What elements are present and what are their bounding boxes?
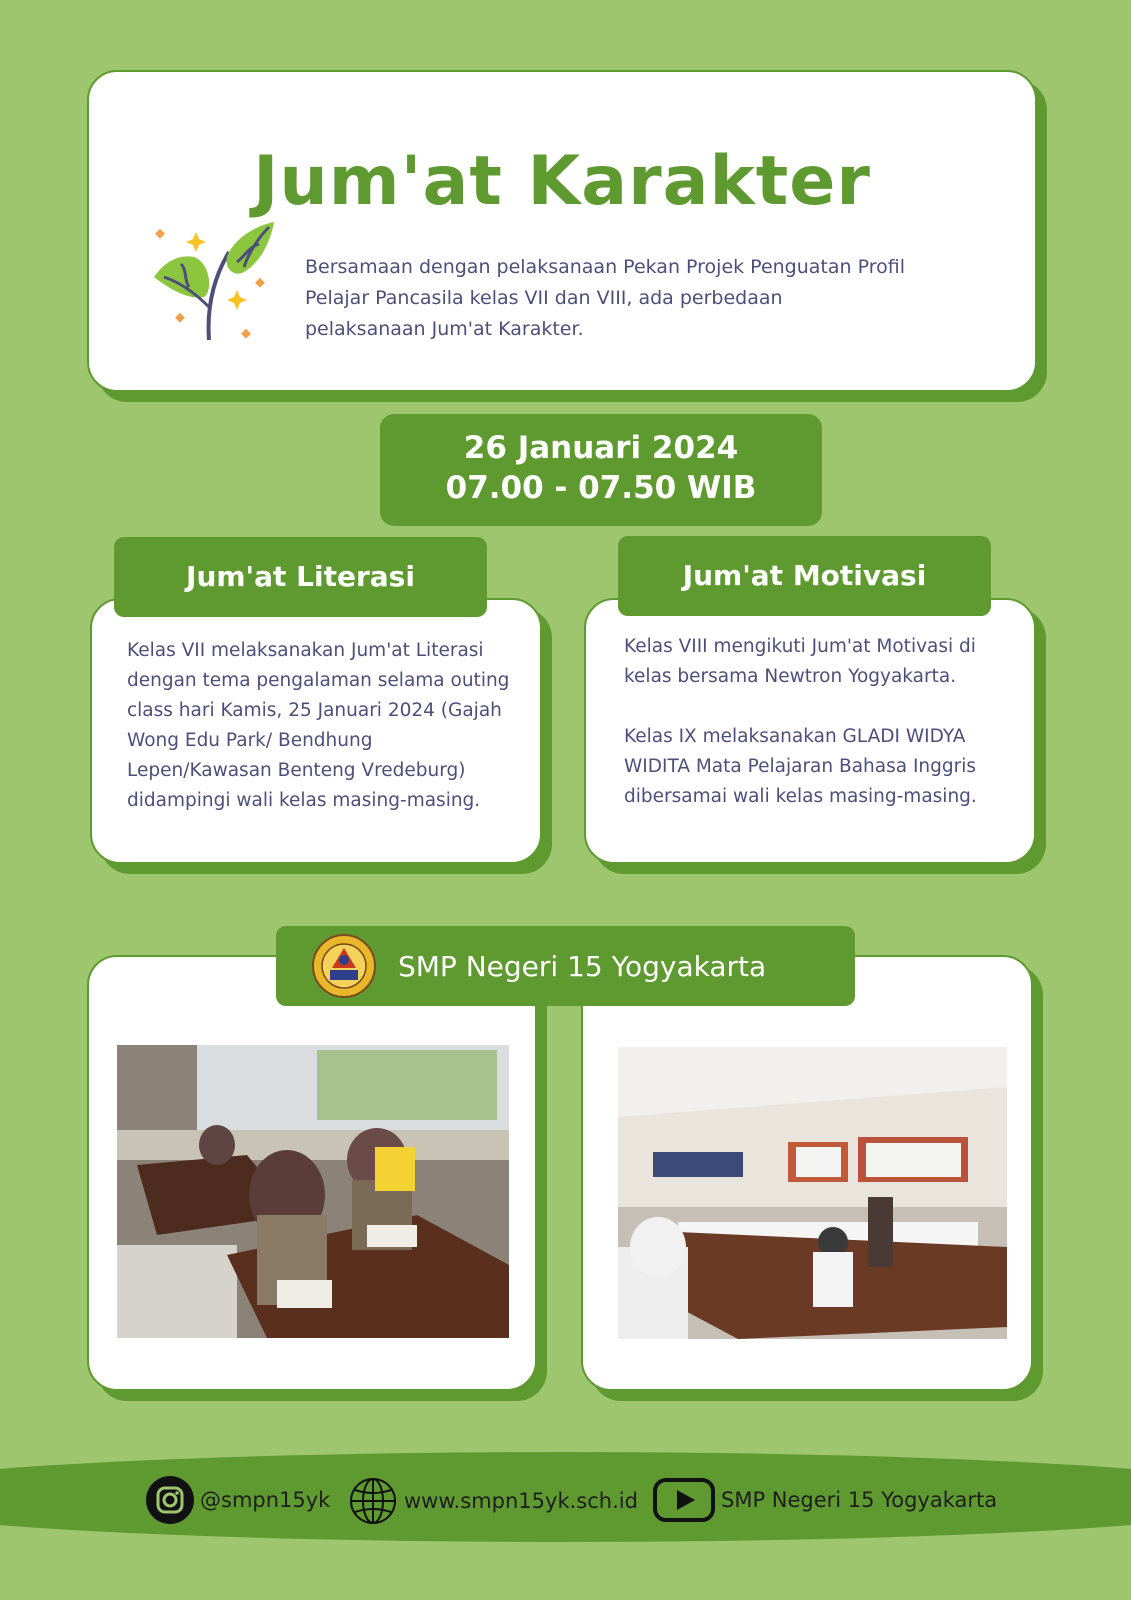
motivasi-text-2: Kelas IX melaksanakan GLADI WIDYA WIDITA Mata Pelajaran Bahasa Inggris dibersamai wali kelas masing-masing. bbox=[624, 726, 977, 807]
photo-card-left bbox=[87, 955, 537, 1391]
photo-card-right bbox=[581, 955, 1033, 1391]
literasi-card bbox=[90, 598, 542, 864]
motivasi-card bbox=[584, 598, 1036, 864]
instagram-handle: @smpn15yk bbox=[200, 1488, 331, 1512]
footer-website[interactable] bbox=[348, 1476, 638, 1526]
schedule-time: 07.00 - 07.50 WIB bbox=[445, 470, 757, 506]
photo-literasi bbox=[117, 1045, 509, 1338]
header-card bbox=[87, 70, 1037, 392]
footer-youtube[interactable] bbox=[653, 1476, 997, 1524]
photo-motivasi bbox=[618, 1047, 1007, 1339]
literasi-text: Kelas VII melaksanakan Jum'at Literasi dengan tema pengalaman selama outing class hari Kamis, 25 Januari 2024 (Gajah Wong Edu Park/ Bendhung Lepen/Kawasan Benteng Vredeburg) didampingi wali kelas masing-masing. bbox=[127, 640, 510, 811]
schedule-box bbox=[380, 414, 822, 526]
footer-instagram[interactable] bbox=[146, 1476, 330, 1524]
youtube-icon bbox=[653, 1476, 715, 1524]
motivasi-tab: Jum'at Motivasi bbox=[618, 536, 991, 616]
instagram-icon bbox=[146, 1476, 194, 1524]
literasi-tab: Jum'at Literasi bbox=[114, 537, 487, 617]
intro-text: Bersamaan dengan pelaksanaan Pekan Projek Penguatan Profil Pelajar Pancasila kelas VII dan VIII, ada perbedaan pelaksanaan Jum'at Karakter. bbox=[305, 256, 905, 340]
plant-icon bbox=[149, 222, 279, 352]
schedule-date: 26 Januari 2024 bbox=[463, 430, 739, 466]
page-title: Jum'at Karakter bbox=[253, 142, 871, 221]
globe-icon bbox=[348, 1476, 398, 1526]
school-name: SMP Negeri 15 Yogyakarta bbox=[398, 949, 767, 983]
motivasi-text-1: Kelas VIII mengikuti Jum'at Motivasi di kelas bersama Newtron Yogyakarta. bbox=[624, 636, 976, 687]
school-banner bbox=[276, 926, 855, 1006]
youtube-channel: SMP Negeri 15 Yogyakarta bbox=[721, 1488, 998, 1512]
website-url: www.smpn15yk.sch.id bbox=[404, 1489, 638, 1513]
school-logo-icon bbox=[312, 934, 376, 998]
